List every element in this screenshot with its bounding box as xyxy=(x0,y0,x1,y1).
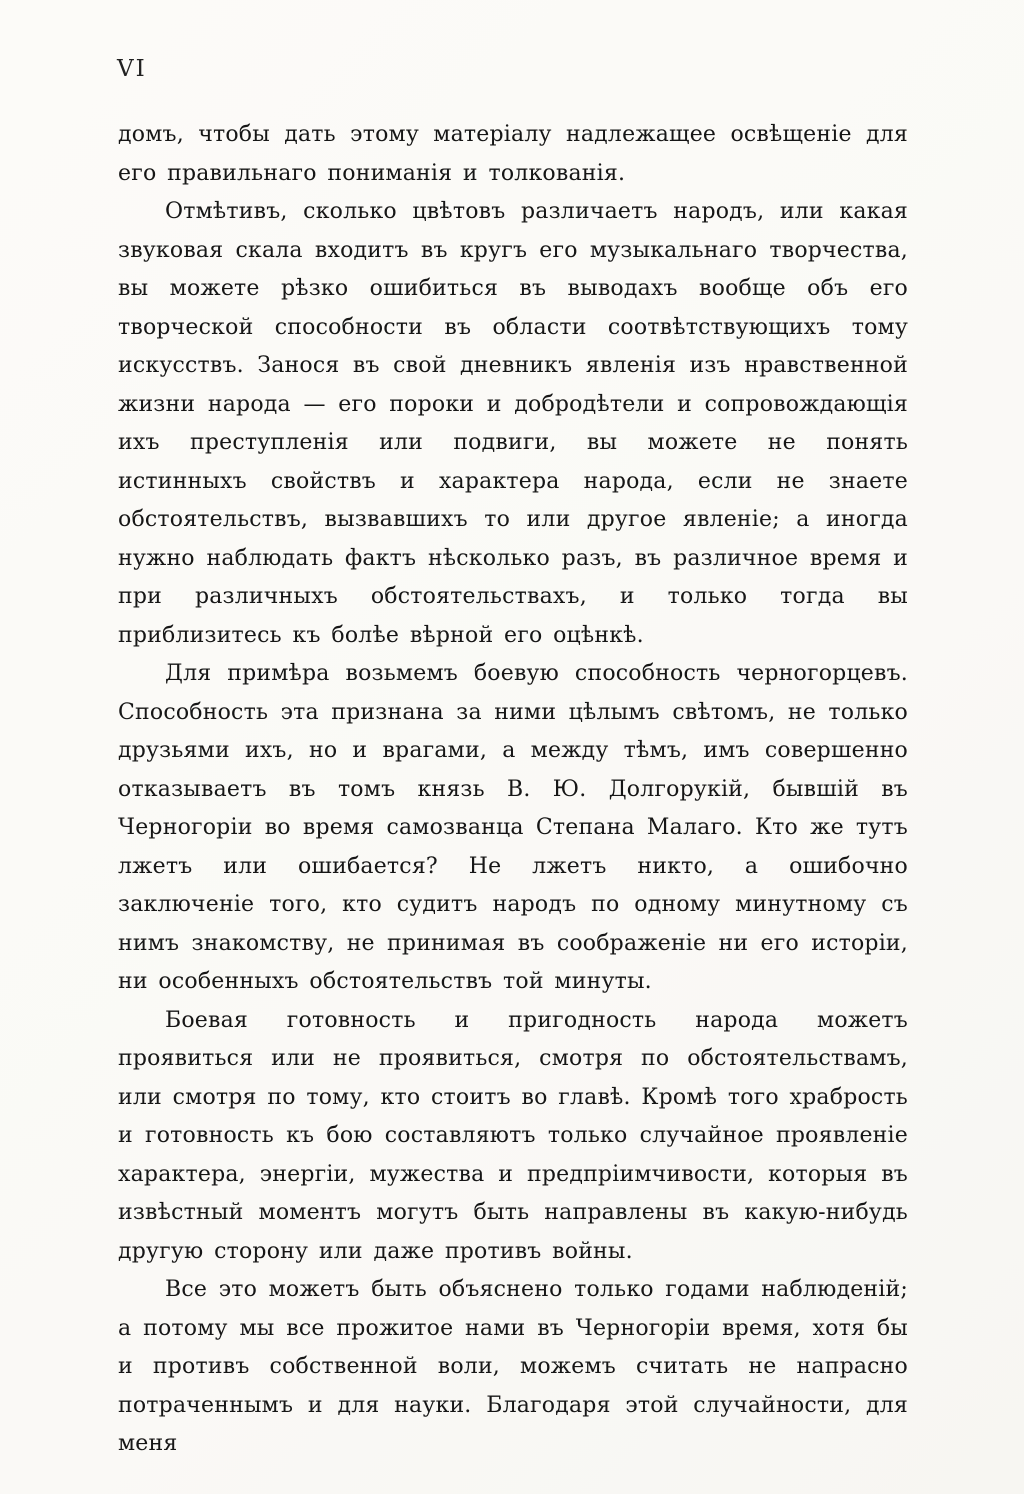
paragraph: Для примѣра возьмемъ боевую способность черногорцевъ. Способность эта признана за ними цѣлымъ свѣтомъ, не только друзьями ихъ, но и врагами, а между тѣмъ, имъ совершенно отказываетъ въ томъ князь В. Ю. Долгорукій, бывшій въ Черногоріи во время самозванца Степана Малаго. Кто же тутъ лжетъ или ошибается? Не лжетъ никто, а ошибочно заключеніе того, кто судитъ народъ по одному минутному съ нимъ знакомству, не принимая въ соображеніе ни его исторіи, ни особенныхъ обстоятельствъ той минуты. xyxy=(118,661,908,994)
paragraph: домъ, чтобы дать этому матеріалу надлежащее освѣщеніе для его правильнаго пониманія и толкованія. xyxy=(118,122,908,186)
page-text xyxy=(118,116,908,1464)
paragraph: Отмѣтивъ, сколько цвѣтовъ различаетъ народъ, или какая звуковая скала входитъ въ кругъ его музыкальнаго творчества, вы можете рѣзко ошибиться въ выводахъ вообще объ его творческой способности въ области соотвѣтствующихъ тому искусствъ. Занося въ свой дневникъ явленія изъ нравственной жизни народа — его пороки и добродѣтели и сопровождающія ихъ преступленія или подвиги, вы можете не понять истинныхъ свойствъ и характера народа, если не знаете обстоятельствъ, вызвавшихъ то или другое явленіе; а иногда нужно наблюдать фактъ нѣсколько разъ, въ различное время и при различныхъ обстоятельствахъ, и только тогда вы приблизитесь къ болѣе вѣрной его оцѣнкѣ. xyxy=(118,199,908,648)
paragraph: Все это можетъ быть объяснено только годами наблюденій; а потому мы все прожитое нами въ Черногоріи время, хотя бы и противъ собственной воли, можемъ считать не напрасно потраченнымъ и для науки. Благодаря этой случайности, для меня xyxy=(118,1277,908,1456)
page-number: VI xyxy=(117,56,147,82)
paragraph: Боевая готовность и пригодность народа можетъ проявиться или не проявиться, смотря по обстоятельствамъ, или смотря по тому, кто стоитъ во главѣ. Кромѣ того храбрость и готовность къ бою составляютъ только случайное проявленіе характера, энергіи, мужества и предпріимчивости, которыя въ извѣстный моментъ могутъ быть направлены въ какую-нибудь другую сторону или даже противъ войны. xyxy=(118,1007,908,1264)
